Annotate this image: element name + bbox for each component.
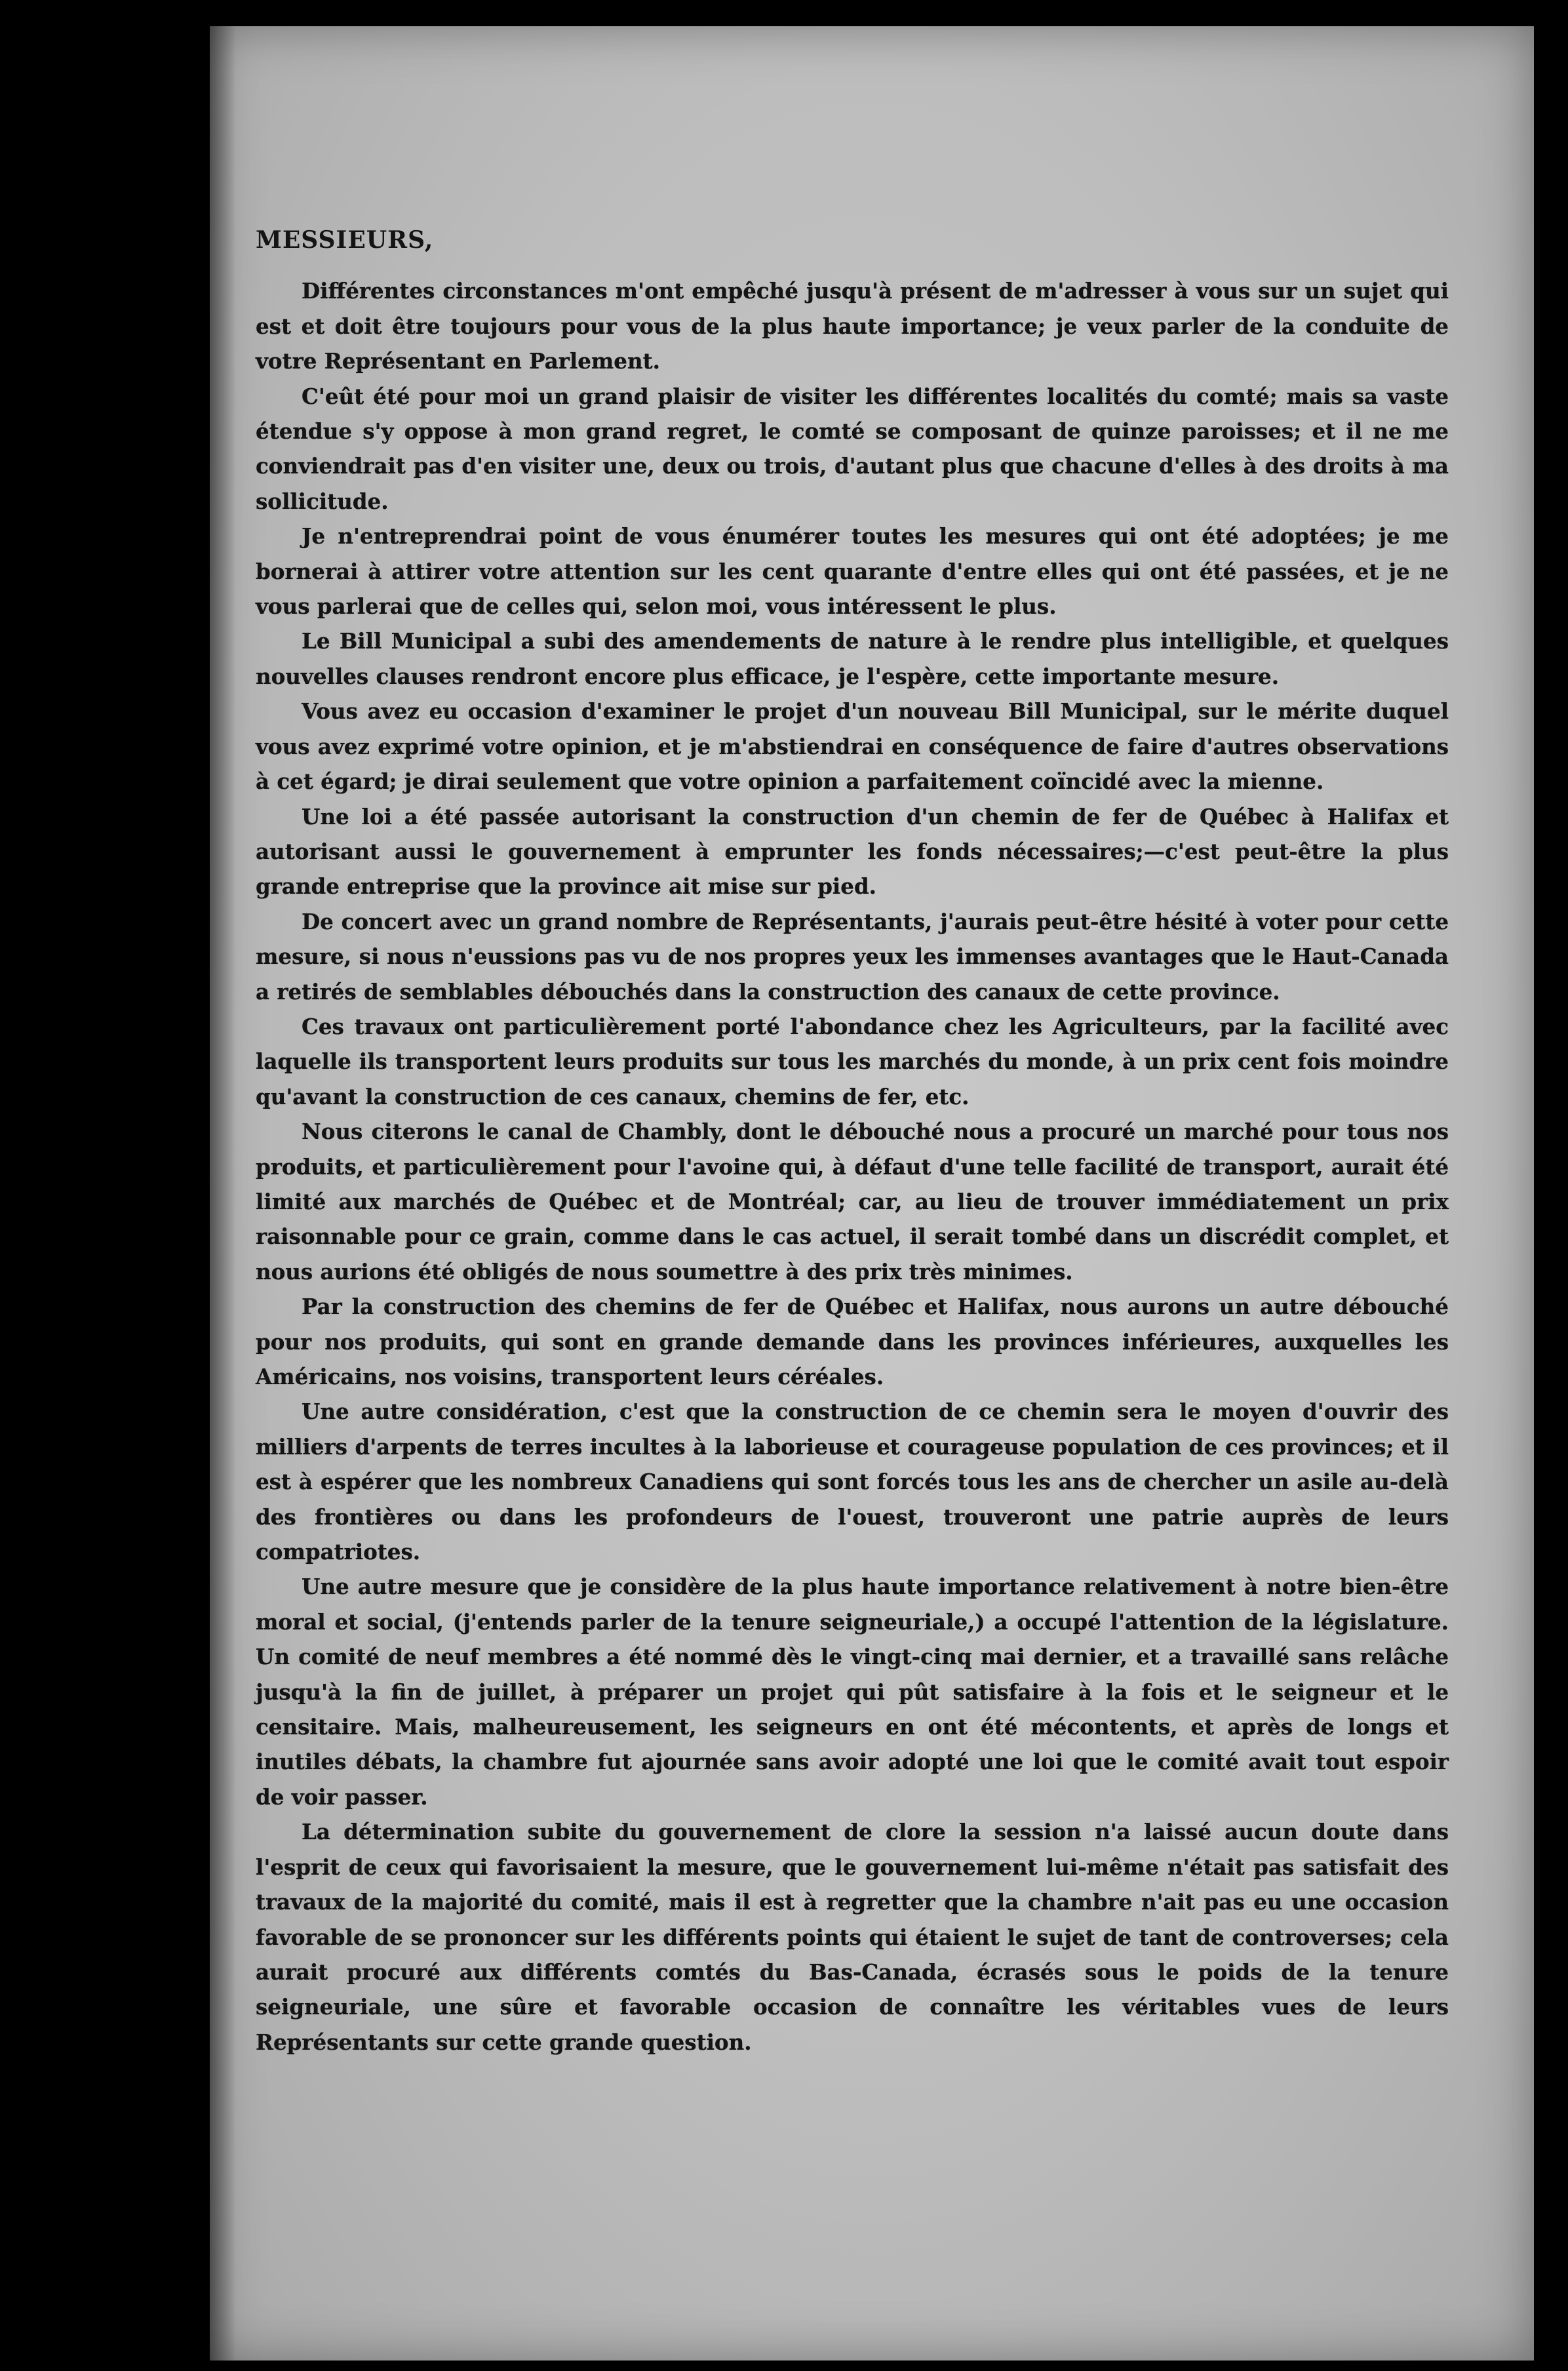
paragraph: C'eût été pour moi un grand plaisir de visiter les différentes localités du comté; mais sa vaste étendue s'y oppose à mon grand regret, le comté se composant de quinze paroisses; et il ne me conviendrait pas d'en visiter une, deux ou trois, d'autant plus que chacune d'elles à des droits à ma sollicitude. <box>256 383 1449 514</box>
paragraph: Une loi a été passée autorisant la construction d'un chemin de fer de Québec à Halifax et autorisant aussi le gouvernement à emprunter les fonds nécessaires;—c'est peut-être la plus grande entreprise que la province ait mise sur pied. <box>256 803 1449 900</box>
scanned-page <box>210 26 1534 2361</box>
paragraph: Vous avez eu occasion d'examiner le projet d'un nouveau Bill Municipal, sur le mérite duquel vous avez exprimé votre opinion, et je m'abstiendrai en conséquence de faire d'autres observations à cet égard; je dirai seulement que votre opinion a parfaitement coïncidé avec la mienne. <box>256 698 1449 795</box>
paragraph: Par la construction des chemins de fer de Québec et Halifax, nous aurons un autre débouché pour nos produits, qui sont en grande demande dans les provinces inférieures, auxquelles les Américains, nos voisins, transportent leurs céréales. <box>256 1294 1449 1389</box>
letter-body <box>256 223 1449 2060</box>
paragraph: Je n'entreprendrai point de vous énumérer toutes les mesures qui ont été adoptées; je me bornerai à attirer votre attention sur les cent quarante d'entre elles qui ont été passées, et je ne vous parlerai que de celles qui, selon moi, vous intéressent le plus. <box>256 523 1449 620</box>
salutation: MESSIEURS, <box>256 226 434 254</box>
paragraph: De concert avec un grand nombre de Représentants, j'aurais peut-être hésité à voter pour cette mesure, si nous n'eussions pas vu de nos propres yeux les immenses avantages que le Haut-Canada a retirés de semblables débouchés dans la construction des canaux de cette province. <box>256 908 1449 1005</box>
paragraph: Une autre mesure que je considère de la plus haute importance relativement à notre bien-être moral et social, (j'entends parler de la tenure seigneuriale,) a occupé l'attention de la législature. Un comité de neuf membres a été nommé dès le vingt-cinq mai dernier, et a travaillé sans relâche jusqu'à la fin de juillet, à préparer un projet qui pût satisfaire à la fois et le seigneur et le censitaire. Mais, malheureusement, les seigneurs en ont été mécontents, et après de longs et inutiles débats, la chambre fut ajournée sans avoir adopté une loi que le comité avait tout espoir de voir passer. <box>256 1574 1449 1810</box>
paragraph: Différentes circonstances m'ont empêché jusqu'à présent de m'adresser à vous sur un sujet qui est et doit être toujours pour vous de la plus haute importance; je veux parler de la conduite de votre Représentant en Parlement. <box>256 278 1449 374</box>
paragraph: Une autre considération, c'est que la construction de ce chemin sera le moyen d'ouvrir des milliers d'arpents de terres incultes à la laborieuse et courageuse population de ces provinces; et il est à espérer que les nombreux Canadiens qui sont forcés tous les ans de chercher un asile au-delà des frontières ou dans les profondeurs de l'ouest, trouveront une patrie auprès de leurs compatriotes. <box>256 1399 1449 1565</box>
paragraph: Le Bill Municipal a subi des amendements de nature à le rendre plus intelligible, et quelques nouvelles clauses rendront encore plus efficace, je l'espère, cette importante mesure. <box>256 628 1449 689</box>
paragraph: Nous citerons le canal de Chambly, dont le débouché nous a procuré un marché pour tous nos produits, et particulièrement pour l'avoine qui, à défaut d'une telle facilité de transport, aurait été limité aux marchés de Québec et de Montréal; car, au lieu de trouver immédiatement un prix raisonnable pour ce grain, comme dans le cas actuel, il serait tombé dans un discrédit complet, et nous aurions été obligés de nous soumettre à des prix très minimes. <box>256 1119 1449 1285</box>
paragraph: Ces travaux ont particulièrement porté l'abondance chez les Agriculteurs, par la facilité avec laquelle ils transportent leurs produits sur tous les marchés du monde, à un prix cent fois moindre qu'avant la construction de ces canaux, chemins de fer, etc. <box>256 1013 1449 1109</box>
scan-shadow-edge <box>210 26 236 2361</box>
paragraph: La détermination subite du gouvernement de clore la session n'a laissé aucun doute dans l'esprit de ceux qui favorisaient la mesure, que le gouvernement lui-même n'était pas satisfait des travaux de la majorité du comité, mais il est à regretter que la chambre n'ait pas eu une occasion favorable de se prononcer sur les différents points qui étaient le sujet de tant de controverses; cela aurait procuré aux différents comtés du Bas-Canada, écrasés sous le poids de la tenure seigneuriale, une sûre et favorable occasion de connaître les véritables vues de leurs Représentants sur cette grande question. <box>256 1819 1449 2055</box>
